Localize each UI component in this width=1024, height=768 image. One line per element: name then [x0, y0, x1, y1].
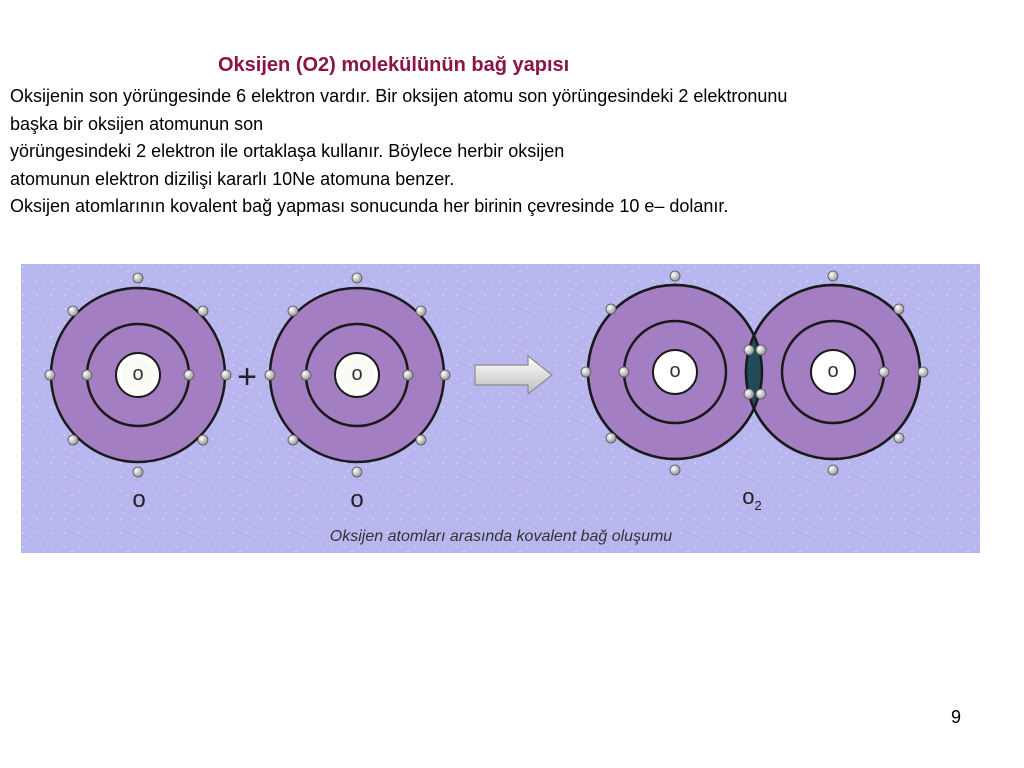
page-number: 9: [951, 707, 962, 727]
slide-paragraph: [10, 83, 1010, 221]
figure-caption: Oksijen atomları arasında kovalent bağ oluşumu: [329, 528, 673, 545]
plus-sign: +: [237, 358, 257, 396]
molecule-label: $o_2$: [742, 484, 762, 513]
paragraph-line: Oksijenin son yörüngesinde 6 elektron vardır. Bir oksijen atomu son yörüngesindeki 2 elektronunu: [10, 86, 788, 106]
covalent-bond-figure: [21, 264, 980, 553]
nucleus-label: o: [827, 360, 839, 382]
nucleus-label: o: [669, 360, 681, 382]
paragraph-line: atomunun elektron dizilişi kararlı 10Ne atomuna benzer.: [10, 168, 455, 189]
nucleus-label: o: [132, 363, 144, 385]
paragraph-line: başka bir oksijen atomunun son: [10, 113, 264, 134]
paragraph-line: Oksijen atomlarının kovalent bağ yapması sonucunda her birinin çevresinde 10 e– dolanır.: [10, 196, 729, 216]
paragraph-line: yörüngesindeki 2 elektron ile ortaklaşa kullanır. Böylece herbir oksijen: [10, 141, 565, 161]
nucleus-label: o: [351, 363, 363, 385]
atom-2-label: o: [350, 486, 364, 513]
atom-1-label: o: [132, 486, 146, 513]
slide-title: Oksijen (O2) molekülünün bağ yapısı: [218, 54, 570, 76]
